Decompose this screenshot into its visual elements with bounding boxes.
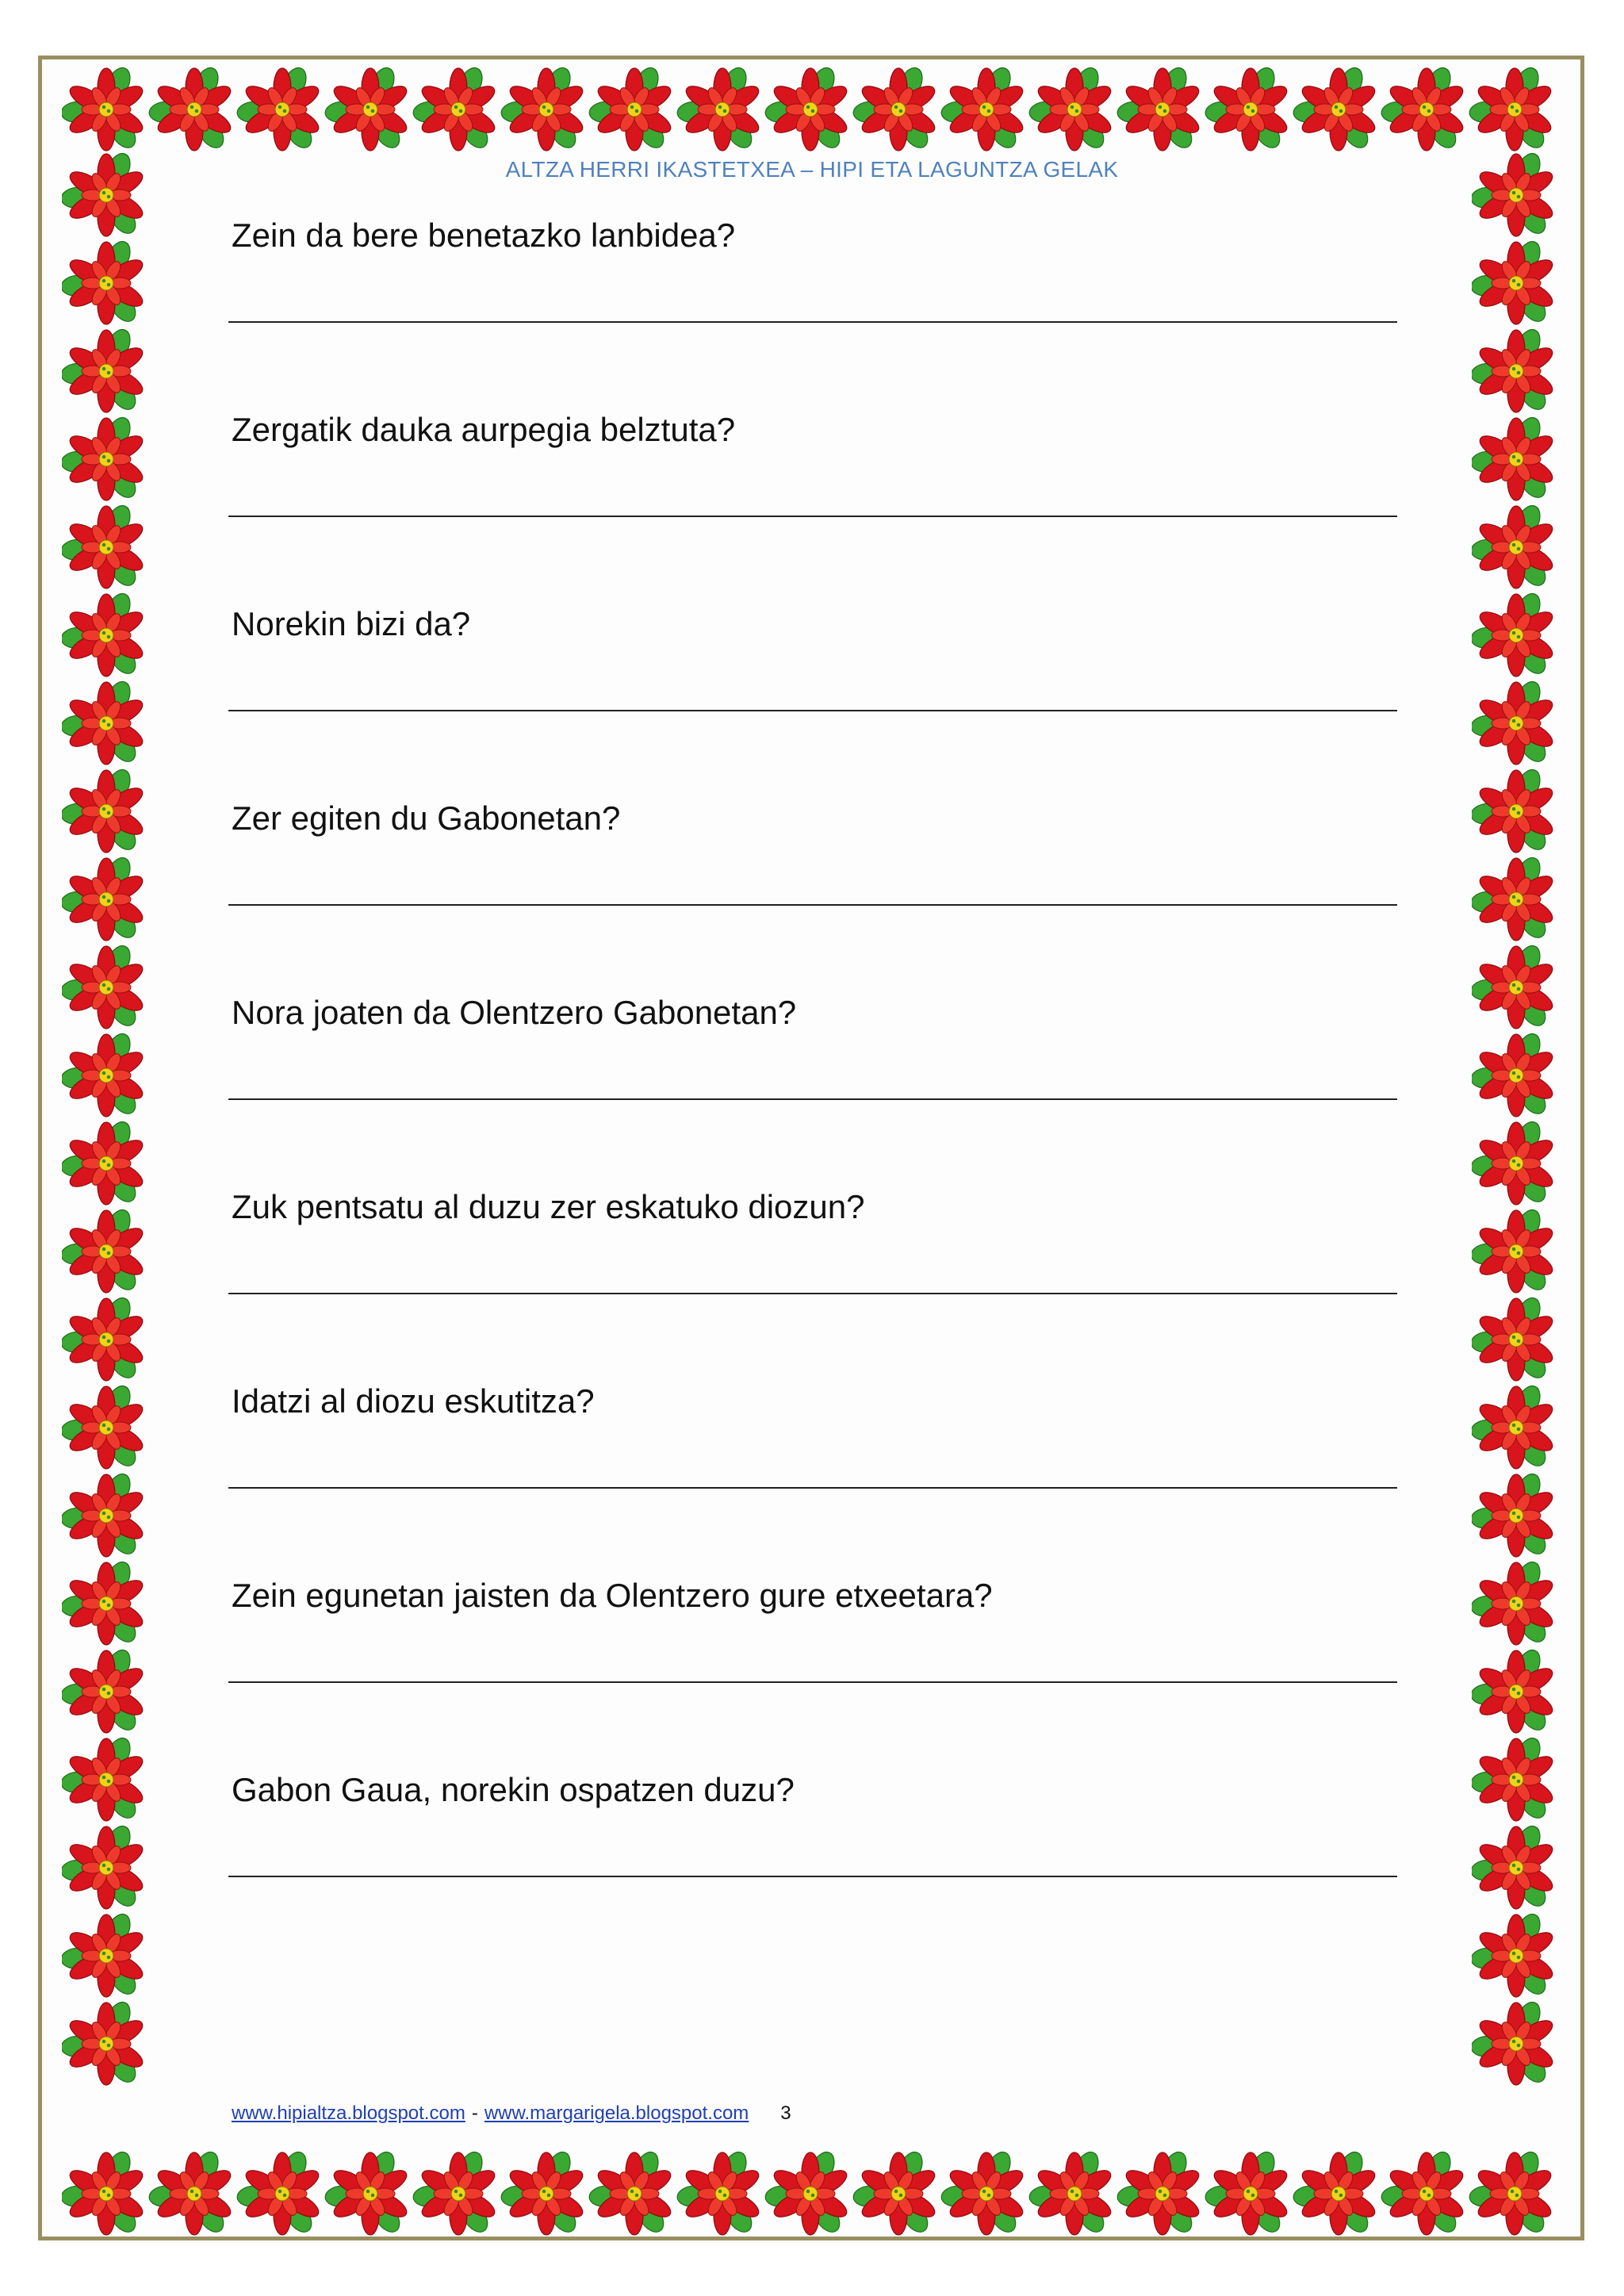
poinsettia-icon: [1472, 1911, 1557, 1999]
poinsettia-icon: [1472, 678, 1557, 766]
question-block: [228, 216, 1399, 410]
footer-link-hipialtza[interactable]: www.hipialtza.blogspot.com: [232, 2102, 465, 2124]
poinsettia-icon: [148, 65, 234, 152]
question-text: Zuk pentsatu al duzu zer eskatuko diozun?: [232, 1188, 865, 1225]
poinsettia-icon: [1381, 2149, 1466, 2237]
poinsettia-icon: [1472, 590, 1557, 678]
poinsettia-icon: [588, 65, 674, 152]
poinsettia-icon: [764, 65, 850, 152]
poinsettia-border-bottom: [62, 2149, 1561, 2238]
answer-line[interactable]: [228, 321, 1397, 323]
poinsettia-icon: [1205, 2149, 1290, 2237]
question-text: Gabon Gaua, norekin ospatzen duzu?: [232, 1771, 795, 1808]
question-text: Nora joaten da Olentzero Gabonetan?: [232, 994, 797, 1031]
poinsettia-icon: [1472, 1030, 1557, 1118]
answer-line[interactable]: [228, 516, 1397, 517]
poinsettia-icon: [412, 2149, 498, 2237]
poinsettia-icon: [852, 65, 938, 152]
page-header: ALTZA HERRI IKASTETXEA – HIPI ETA LAGUNTZA GELAK: [505, 157, 1119, 182]
poinsettia-icon: [62, 590, 147, 678]
poinsettia-icon: [1472, 238, 1557, 326]
poinsettia-icon: [412, 65, 498, 152]
question-block: [228, 1576, 1399, 1770]
poinsettia-icon: [62, 1118, 147, 1206]
poinsettia-icon: [676, 2149, 762, 2237]
poinsettia-border-left: [62, 151, 151, 2149]
answer-line[interactable]: [228, 1876, 1397, 1877]
poinsettia-icon: [1472, 1382, 1557, 1470]
poinsettia-icon: [236, 2149, 322, 2237]
poinsettia-icon: [148, 2149, 234, 2237]
poinsettia-icon: [62, 1558, 147, 1646]
answer-line[interactable]: [228, 904, 1397, 906]
poinsettia-icon: [62, 942, 147, 1030]
question-block: [228, 604, 1399, 799]
poinsettia-icon: [1472, 1823, 1557, 1911]
answer-line[interactable]: [228, 1293, 1397, 1294]
poinsettia-icon: [62, 326, 147, 414]
page-number: 3: [780, 2102, 791, 2124]
poinsettia-icon: [1472, 1118, 1557, 1206]
question-block: [228, 799, 1399, 993]
poinsettia-icon: [1205, 65, 1290, 152]
poinsettia-icon: [1472, 1470, 1557, 1558]
poinsettia-icon: [1293, 2149, 1378, 2237]
poinsettia-icon: [1381, 65, 1466, 152]
poinsettia-icon: [62, 678, 147, 766]
poinsettia-icon: [236, 65, 322, 152]
poinsettia-icon: [764, 2149, 850, 2237]
poinsettia-icon: [62, 854, 147, 942]
poinsettia-icon: [62, 502, 147, 590]
poinsettia-icon: [1472, 942, 1557, 1030]
poinsettia-icon: [940, 65, 1026, 152]
poinsettia-icon: [1472, 1734, 1557, 1823]
poinsettia-icon: [1472, 766, 1557, 854]
poinsettia-icon: [62, 1294, 147, 1382]
question-block: [228, 410, 1399, 604]
poinsettia-icon: [62, 1382, 147, 1470]
poinsettia-icon: [62, 65, 147, 152]
poinsettia-icon: [852, 2149, 938, 2237]
question-text: Zein da bere benetazko lanbidea?: [232, 217, 736, 254]
poinsettia-icon: [62, 766, 147, 854]
poinsettia-border-top: [62, 65, 1561, 154]
poinsettia-icon: [1472, 414, 1557, 502]
poinsettia-icon: [676, 65, 762, 152]
question-block: [228, 1187, 1399, 1382]
footer-link-margarigela[interactable]: www.margarigela.blogspot.com: [484, 2102, 749, 2124]
poinsettia-icon: [1472, 1294, 1557, 1382]
poinsettia-icon: [62, 414, 147, 502]
poinsettia-icon: [62, 1030, 147, 1118]
question-block: [228, 1382, 1399, 1576]
poinsettia-icon: [500, 2149, 586, 2237]
poinsettia-icon: [1472, 326, 1557, 414]
poinsettia-icon: [324, 2149, 410, 2237]
poinsettia-icon: [1116, 65, 1202, 152]
answer-line[interactable]: [228, 1487, 1397, 1489]
question-text: Zein egunetan jaisten da Olentzero gure etxeetara?: [232, 1577, 993, 1614]
poinsettia-icon: [62, 1206, 147, 1294]
poinsettia-icon: [62, 1911, 147, 1999]
question-text: Norekin bizi da?: [232, 605, 471, 642]
question-block: [228, 993, 1399, 1187]
answer-line[interactable]: [228, 1681, 1397, 1683]
poinsettia-icon: [62, 1999, 147, 2087]
question-text: Zer egiten du Gabonetan?: [232, 799, 621, 837]
poinsettia-icon: [62, 2149, 147, 2237]
poinsettia-icon: [1472, 1206, 1557, 1294]
poinsettia-icon: [324, 65, 410, 152]
poinsettia-icon: [1472, 1558, 1557, 1646]
answer-line[interactable]: [228, 1098, 1397, 1100]
poinsettia-icon: [62, 1823, 147, 1911]
question-block: [228, 1770, 1399, 1964]
poinsettia-icon: [1028, 65, 1114, 152]
poinsettia-icon: [940, 2149, 1026, 2237]
question-text: Idatzi al diozu eskutitza?: [232, 1382, 595, 1420]
poinsettia-icon: [62, 1646, 147, 1734]
poinsettia-icon: [1472, 854, 1557, 942]
poinsettia-icon: [500, 65, 586, 152]
poinsettia-border-right: [1472, 151, 1561, 2149]
poinsettia-icon: [588, 2149, 674, 2237]
poinsettia-icon: [1472, 1999, 1557, 2087]
footer-separator: -: [471, 2102, 478, 2124]
poinsettia-icon: [1293, 65, 1378, 152]
poinsettia-icon: [1028, 2149, 1114, 2237]
poinsettia-icon: [1116, 2149, 1202, 2237]
poinsettia-icon: [1472, 1646, 1557, 1734]
footer: [232, 2102, 791, 2125]
poinsettia-icon: [1469, 65, 1554, 152]
poinsettia-icon: [62, 238, 147, 326]
answer-line[interactable]: [228, 710, 1397, 711]
poinsettia-icon: [62, 1470, 147, 1558]
poinsettia-icon: [1469, 2149, 1554, 2237]
poinsettia-icon: [1472, 502, 1557, 590]
poinsettia-icon: [62, 1734, 147, 1823]
question-text: Zergatik dauka aurpegia belztuta?: [232, 411, 736, 448]
